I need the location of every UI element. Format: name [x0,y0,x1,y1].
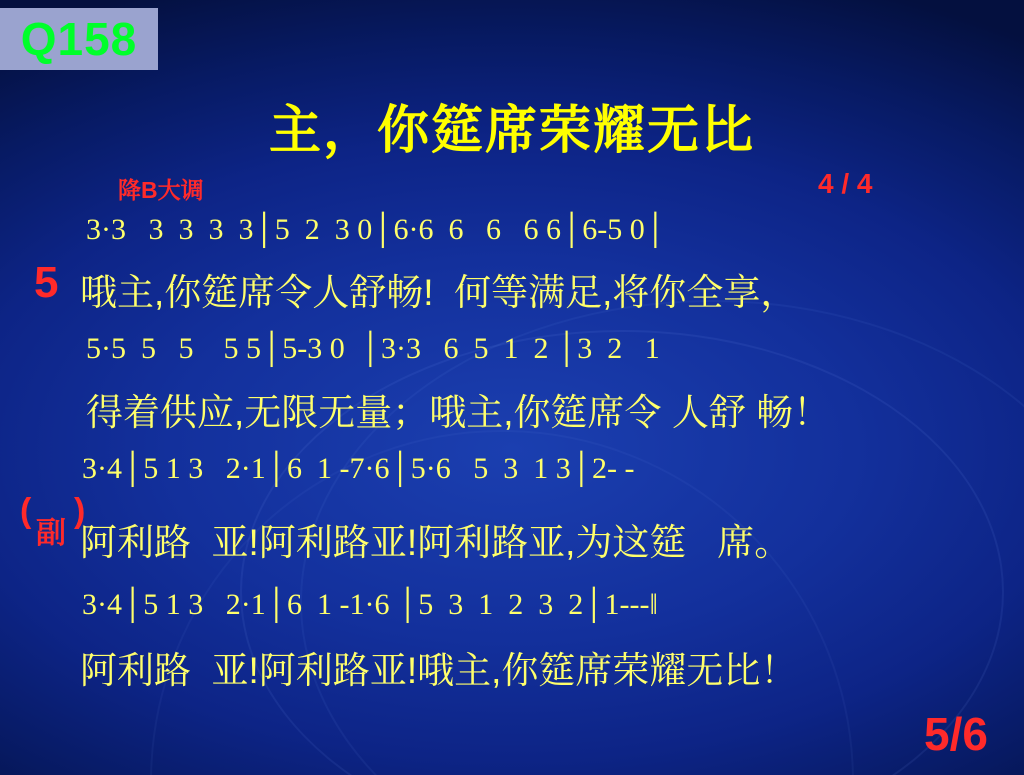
time-signature-label: 4 / 4 [818,168,873,199]
notation-line-4: 3·4│5 1 3 2·1│6 1 -1·6 │5 3 1 2 3 2│1---‖ [82,588,658,621]
start-note-marker: 5 [34,258,59,307]
lyrics-line-1: 哦主,你筵席令人舒畅! 何等满足,将你全享， [80,272,798,313]
page-number: 5/6 [924,708,988,760]
chorus-marker: 副 [36,517,66,550]
chorus-paren-right: ) [74,492,86,530]
lyrics-line-4: 阿利路 亚!阿利路亚!哦主,你筵席荣耀无比！ [80,650,798,691]
notation-line-1: 3·3 3 3 3 3│5 2 3 0│6·6 6 6 6 6│6-5 0│ [86,213,666,246]
lyrics-line-3: 阿利路 亚!阿利路亚!阿利路亚,为这筵 席。 [80,522,792,563]
chorus-paren-left: ( [20,492,32,530]
lyrics-line-2: 得着供应,无限无量；哦主,你筵席令 人舒 畅！ [86,392,831,433]
key-signature-label: 降B大调 [118,177,204,203]
notation-line-2: 5·5 5 5 5 5│5-3 0 │3·3 6 5 1 2 │3 2 1 [86,332,660,365]
song-code-badge: Q158 [0,8,158,70]
notation-line-3: 3·4│5 1 3 2·1│6 1 -7·6│5·6 5 3 1 3│2- - [82,452,635,485]
page-title: 主，你筵席荣耀无比 [268,102,755,160]
